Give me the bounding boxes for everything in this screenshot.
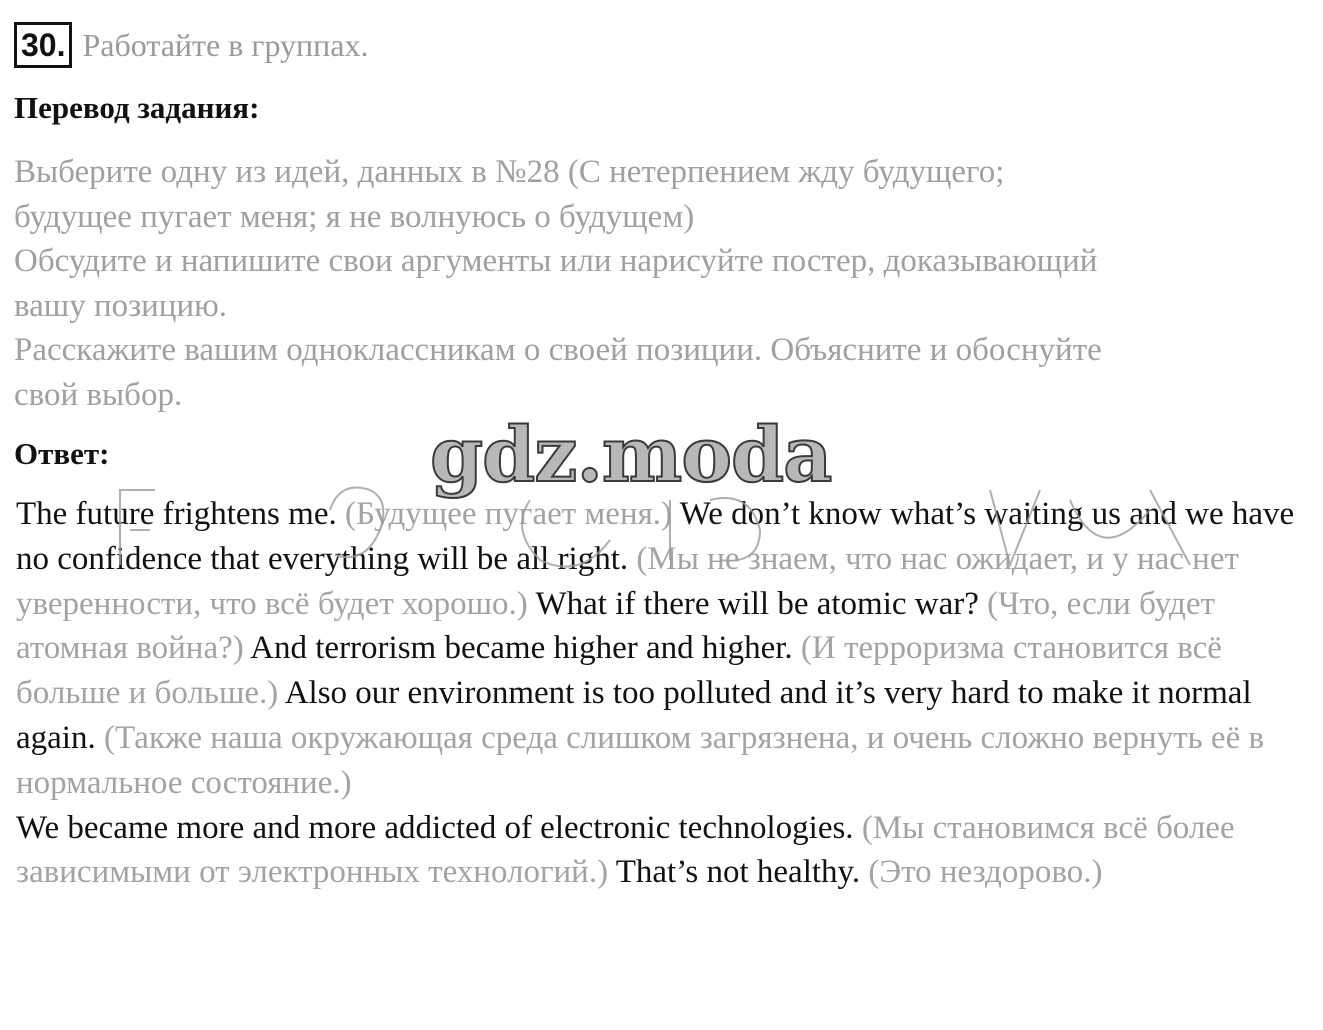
translation-line: будущее пугает меня; я не волнуюсь о будущем) xyxy=(14,198,695,235)
answer-sentence-ru: (Это нездорово.) xyxy=(868,854,1103,891)
answer-sentence-ru: (И терроризма становится всё больше и больше.) xyxy=(16,630,1222,712)
answer-sentence-ru: (Будущее пугает меня.) xyxy=(344,496,680,532)
translation-heading: Перевод задания: xyxy=(14,90,260,125)
answer-sentence-ru: (Мы становимся всё более зависимыми от электронных технологий.) xyxy=(16,809,1235,891)
translation-line: свой выбор. xyxy=(14,376,183,413)
answer-sentence-en: That’s not healthy. xyxy=(615,854,869,891)
task-title: Работайте в группах. xyxy=(82,26,369,63)
task-number: 30. xyxy=(14,22,72,68)
answer-sentence-en: And terrorism became higher and higher. xyxy=(250,630,801,667)
answer-sentence-en: We became more and more addicted of electronic technologies. xyxy=(16,809,862,846)
translation-line: вашу позицию. xyxy=(14,287,228,324)
translation-line: Выберите одну из идей, данных в №28 (С нетерпением жду будущего; xyxy=(14,154,1005,190)
translation-line: Обсудите и напишите свои аргументы или нарисуйте постер, доказывающий xyxy=(14,243,1098,279)
answer-heading: Ответ: xyxy=(14,436,110,471)
translation-block xyxy=(14,150,1314,417)
watermark-logo: gdz.moda xyxy=(430,410,832,499)
task-header xyxy=(14,22,369,68)
answer-sentence-en: What if there will be atomic war? xyxy=(535,585,988,622)
answer-sentence-ru: (Также наша окружающая среда слишком загрязнена, и очень сложно вернуть её в нормальное состояние.) xyxy=(16,719,1265,801)
answer-sentence-en: The future frightens me. xyxy=(16,496,345,532)
answer-paragraph xyxy=(16,492,1314,806)
answer-sentence-en: We don’t know what’s waiting us and we have no confidence that everything will be all right. xyxy=(16,496,1295,577)
answer-paragraph xyxy=(16,806,1314,896)
answer-sentence-en: Also our environment is too polluted and it’s very hard to make it normal again. xyxy=(16,675,1252,756)
translation-line: Расскажите вашим одноклассникам о своей позиции. Объясните и обоснуйте xyxy=(14,332,1102,368)
answer-sentence-ru: (Мы не знаем, что нас ожидает, и у нас нет уверенности, что всё будет хорошо.) xyxy=(16,540,1239,622)
answer-block xyxy=(16,492,1314,895)
answer-sentence-ru: (Что, если будет атомная война?) xyxy=(16,585,1215,667)
